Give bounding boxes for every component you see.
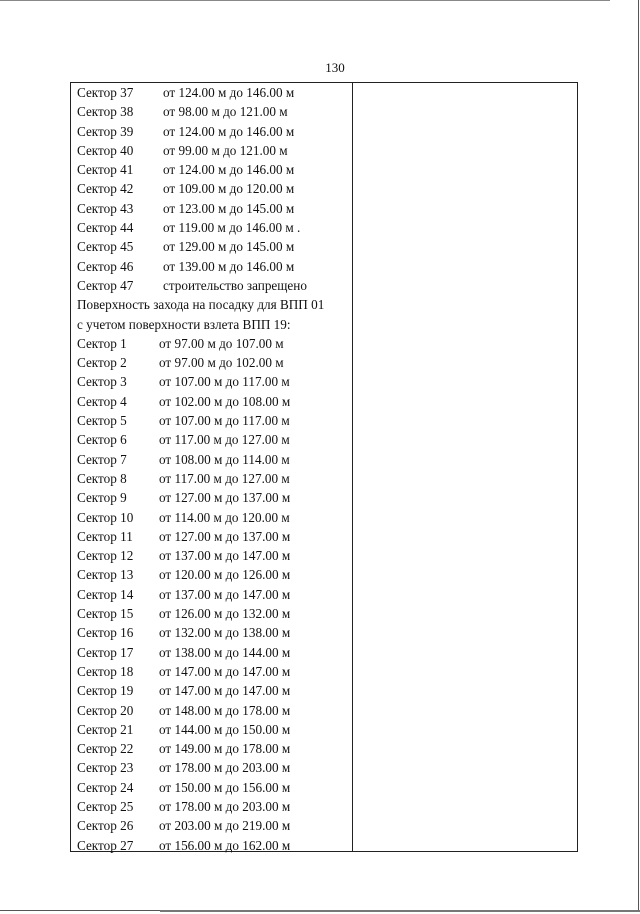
page-number: 130 <box>325 60 345 75</box>
sector-name: Сектор 46 <box>77 258 134 274</box>
table-row <box>77 565 352 584</box>
table-row <box>77 122 352 141</box>
sector-name: Сектор 22 <box>77 741 134 757</box>
table-row <box>77 623 352 642</box>
table-row <box>77 488 352 507</box>
table-row <box>77 701 352 720</box>
column-divider <box>352 83 353 851</box>
height-range: от 124.00 м до 146.00 м <box>163 85 295 100</box>
height-range: от 97.00 м до 107.00 м <box>159 335 284 351</box>
sector-name: Сектор 21 <box>77 721 134 737</box>
sector-name: Сектор 38 <box>77 104 134 120</box>
table-row <box>77 430 352 449</box>
sector-name: Сектор 39 <box>77 123 134 139</box>
table-row <box>77 662 352 681</box>
table-row <box>77 179 352 198</box>
height-range: от 99.00 м до 121.00 м <box>163 142 288 158</box>
sector-name: Сектор 40 <box>77 142 134 158</box>
sector-name: Сектор 6 <box>77 432 127 448</box>
table-row <box>77 102 352 121</box>
table-row <box>77 372 352 391</box>
sector-name: Сектор 37 <box>77 85 134 100</box>
table-row <box>77 334 352 353</box>
table-row <box>77 353 352 372</box>
table-row <box>77 836 352 855</box>
sector-name: Сектор 43 <box>77 200 134 216</box>
table-row <box>77 681 352 700</box>
height-range: от 119.00 м до 146.00 м . <box>163 220 301 236</box>
table-row <box>77 546 352 565</box>
sector-name: Сектор 42 <box>77 181 134 197</box>
sector-name: Сектор 17 <box>77 644 134 660</box>
sector-name: Сектор 44 <box>77 220 134 236</box>
sector-name: Сектор 47 <box>77 277 134 293</box>
sector-name: Сектор 45 <box>77 239 134 255</box>
table-row <box>77 392 352 411</box>
height-range: от 139.00 м до 146.00 м <box>163 258 295 274</box>
height-range: от 147.00 м до 147.00 м <box>159 663 291 679</box>
sector-name: Сектор 41 <box>77 162 134 178</box>
table-row <box>77 604 352 623</box>
height-range: от 117.00 м до 127.00 м <box>159 432 290 448</box>
sector-name: Сектор 10 <box>77 509 134 525</box>
height-range: от 120.00 м до 126.00 м <box>159 567 291 583</box>
sector-name: Сектор 8 <box>77 470 127 486</box>
sector-name: Сектор 11 <box>77 528 133 544</box>
height-range: от 124.00 м до 146.00 м <box>163 162 295 178</box>
height-range: от 102.00 м до 108.00 м <box>159 393 291 409</box>
sector-name: Сектор 26 <box>77 818 134 834</box>
table-row <box>77 739 352 758</box>
section-heading-line-1: Поверхность захода на посадку для ВПП 01 <box>77 297 325 313</box>
height-range: от 137.00 м до 147.00 м <box>159 586 291 602</box>
table-row <box>77 257 352 276</box>
table-row <box>77 218 352 237</box>
height-range: от 203.00 м до 219.00 м <box>159 818 291 834</box>
bottom-rule <box>160 910 640 912</box>
height-range: от 149.00 м до 178.00 м <box>159 741 291 757</box>
height-range: от 148.00 м до 178.00 м <box>159 702 291 718</box>
sector-name: Сектор 16 <box>77 625 134 641</box>
sector-name: Сектор 3 <box>77 374 127 390</box>
height-range: от 117.00 м до 127.00 м <box>159 470 290 486</box>
table-row <box>77 585 352 604</box>
height-range: от 150.00 м до 156.00 м <box>159 779 291 795</box>
sector-name: Сектор 9 <box>77 490 127 506</box>
sector-name: Сектор 19 <box>77 683 134 699</box>
height-range: от 114.00 м до 120.00 м <box>159 509 290 525</box>
table-row <box>77 797 352 816</box>
height-range: от 124.00 м до 146.00 м <box>163 123 295 139</box>
table-row <box>77 758 352 777</box>
table-row <box>77 160 352 179</box>
sector-name: Сектор 14 <box>77 586 134 602</box>
table-row <box>77 83 352 102</box>
height-range: от 98.00 м до 121.00 м <box>163 104 288 120</box>
height-range: строительство запрещено <box>163 277 307 293</box>
sector-name: Сектор 4 <box>77 393 127 409</box>
sector-name: Сектор 12 <box>77 548 134 564</box>
table-rows <box>77 83 352 855</box>
sector-name: Сектор 1 <box>77 335 127 351</box>
height-range: от 129.00 м до 145.00 м <box>163 239 295 255</box>
sector-name: Сектор 24 <box>77 779 134 795</box>
table-row <box>77 508 352 527</box>
top-rule <box>0 0 610 1</box>
height-range: от 137.00 м до 147.00 м <box>159 548 291 564</box>
table-row <box>77 276 352 295</box>
height-range: от 156.00 м до 162.00 м <box>159 837 291 853</box>
table-row <box>77 527 352 546</box>
height-range: от 123.00 м до 145.00 м <box>163 200 295 216</box>
table-row <box>77 469 352 488</box>
sector-name: Сектор 23 <box>77 760 134 776</box>
sector-name: Сектор 13 <box>77 567 134 583</box>
sector-name: Сектор 7 <box>77 451 127 467</box>
height-range: от 144.00 м до 150.00 м <box>159 721 291 737</box>
height-range: от 126.00 м до 132.00 м <box>159 606 291 622</box>
sector-name: Сектор 18 <box>77 663 134 679</box>
table-row <box>77 816 352 835</box>
height-range: от 178.00 м до 203.00 м <box>159 798 291 814</box>
sector-name: Сектор 5 <box>77 413 127 429</box>
sector-name: Сектор 2 <box>77 355 127 371</box>
section-heading-line-2: с учетом поверхности взлета ВПП 19: <box>77 316 291 332</box>
sector-table <box>70 82 578 852</box>
height-range: от 147.00 м до 147.00 м <box>159 683 291 699</box>
height-range: от 132.00 м до 138.00 м <box>159 625 291 641</box>
sector-name: Сектор 27 <box>77 837 134 853</box>
table-row <box>77 778 352 797</box>
table-row <box>77 199 352 218</box>
sector-group-runway-19 <box>77 83 352 295</box>
table-row <box>77 720 352 739</box>
height-range: от 127.00 м до 137.00 м <box>159 490 291 506</box>
height-range: от 178.00 м до 203.00 м <box>159 760 291 776</box>
table-row <box>77 237 352 256</box>
height-range: от 107.00 м до 117.00 м <box>159 374 290 390</box>
sector-name: Сектор 15 <box>77 606 134 622</box>
height-range: от 138.00 м до 144.00 м <box>159 644 291 660</box>
height-range: от 108.00 м до 114.00 м <box>159 451 290 467</box>
sector-group-runway-01 <box>77 334 352 855</box>
height-range: от 107.00 м до 117.00 м <box>159 413 290 429</box>
sector-name: Сектор 25 <box>77 798 134 814</box>
sector-name: Сектор 20 <box>77 702 134 718</box>
height-range: от 109.00 м до 120.00 м <box>163 181 295 197</box>
table-row <box>77 411 352 430</box>
height-range: от 127.00 м до 137.00 м <box>159 528 291 544</box>
height-range: от 97.00 м до 102.00 м <box>159 355 284 371</box>
table-row <box>77 643 352 662</box>
table-row <box>77 141 352 160</box>
table-row <box>77 450 352 469</box>
